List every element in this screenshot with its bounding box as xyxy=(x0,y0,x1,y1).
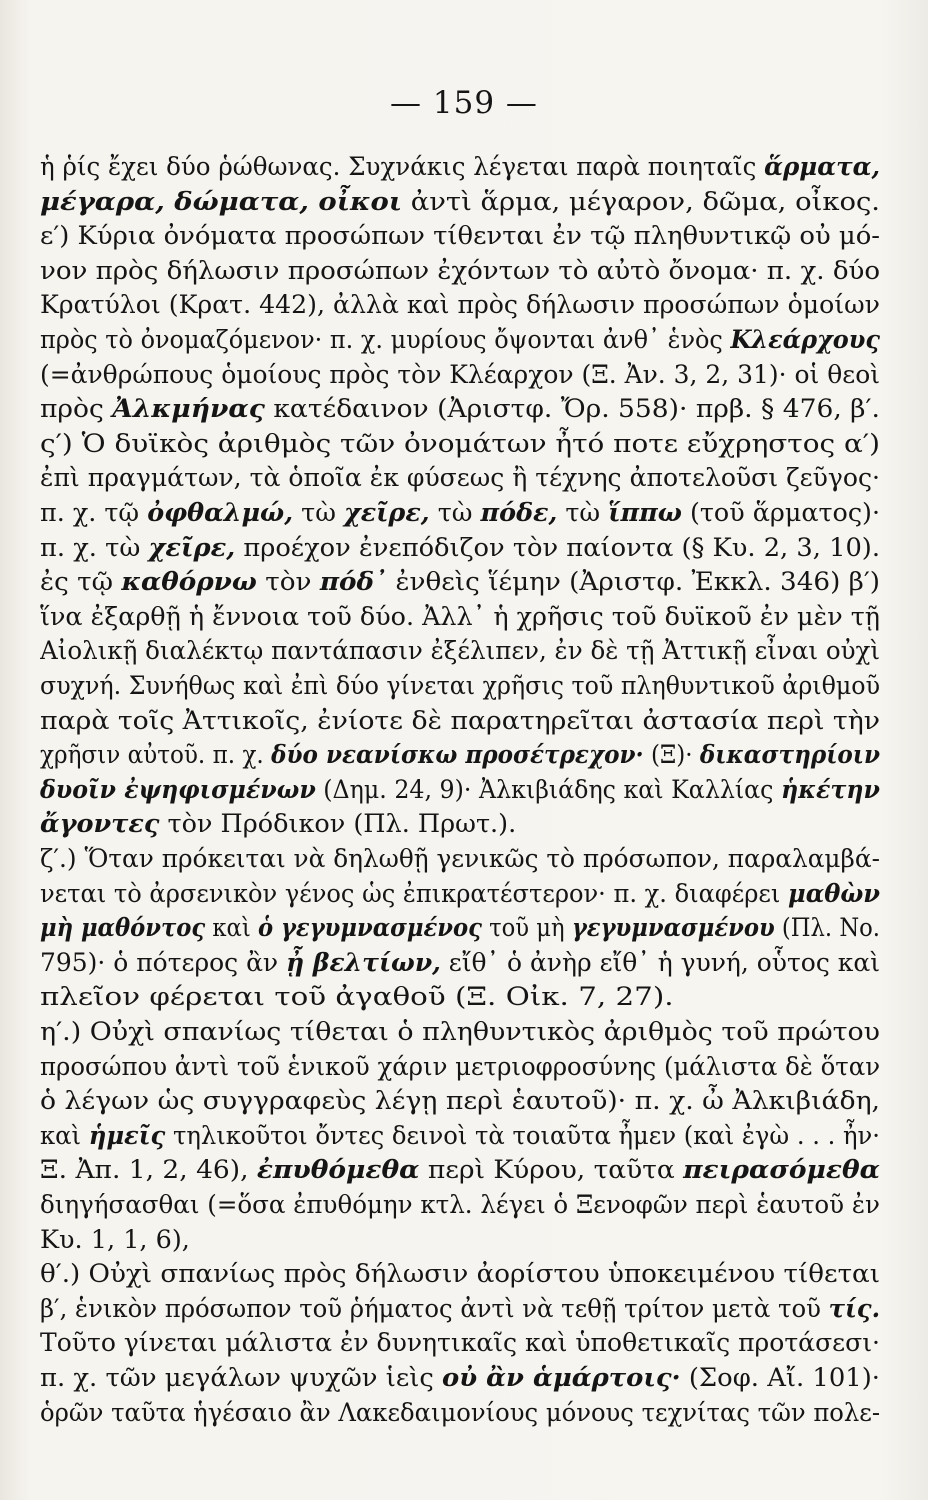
text-run: εἴθ᾿ ὁ ἀνὴρ εἴθ᾿ ἡ γυνή, οὗτος καὶ xyxy=(440,947,880,978)
emphasized-term: ἄγοντες xyxy=(40,809,160,840)
text-line xyxy=(40,392,880,426)
emphasized-term: ἵππω xyxy=(608,498,682,528)
text-line xyxy=(40,946,880,980)
text-run: ἐς τῷ xyxy=(40,567,122,598)
text-run: (Δημ. 24, 9)· Ἀλκιβιάδης καὶ Καλλίας xyxy=(315,774,781,805)
text-run: καὶ xyxy=(40,1120,89,1151)
text-run: η′.) Οὐχὶ σπανίως τίθεται ὁ πληθυντικὸς ἀριθμὸς τοῦ πρώτου xyxy=(40,1017,880,1047)
text-run: πλεῖον φέρεται τοῦ ἀγαθοῦ (Ξ. Οἰκ. 7, 27). xyxy=(40,982,674,1013)
text-line xyxy=(40,1396,880,1430)
text-run: (τοῦ ἅρματος)· xyxy=(681,498,880,528)
text-run: ἐνθεὶς ἵέμην (Ἀριστφ. Ἐκκλ. 346) β′) xyxy=(387,567,880,598)
text-run: πρὸς τὸ ὀνομαζόμενον· π. χ. μυρίους ὄψονται ἀνθ᾿ ἑνὸς xyxy=(40,325,731,355)
text-run: Ξ. Ἀπ. 1, 2, 46), xyxy=(40,1155,257,1186)
text-line xyxy=(40,911,880,945)
text-run: τὼ xyxy=(557,498,609,528)
text-line xyxy=(40,634,880,668)
emphasized-term: δικαστηρίοιν xyxy=(699,740,880,771)
text-line xyxy=(40,1292,880,1326)
text-line xyxy=(40,254,880,288)
text-run: β′, ἑνικὸν πρόσωπον τοῦ ῥήματος ἀντὶ νὰ τεθῇ τρίτον μετὰ τοῦ xyxy=(40,1293,829,1324)
text-run: παρὰ τοῖς Ἀττικοῖς, ἐνίοτε δὲ παρατηρεῖται ἀστασία περὶ τὴν xyxy=(40,705,880,736)
text-run: Αἰολικῇ διαλέκτῳ παντάπασιν ἐξέλιπεν, ἐν δὲ τῇ Ἀττικῇ εἶναι οὐχὶ xyxy=(40,636,880,667)
text-line xyxy=(40,1084,880,1118)
text-run: (Πλ. Νο. xyxy=(774,913,880,944)
text-run: ὁ λέγων ὡς συγγραφεὺς λέγῃ περὶ ἑαυτοῦ)· π. χ. ὦ Ἀλκιβιάδη, xyxy=(40,1086,880,1117)
emphasized-term: Κλεάρχους xyxy=(730,325,880,355)
text-line xyxy=(40,1257,880,1291)
emphasized-term: χεῖρε, xyxy=(343,498,430,528)
text-run: προσώπου ἀντὶ τοῦ ἑνικοῦ χάριν μετριοφροσύνης (μάλιστα δὲ ὅταν xyxy=(40,1051,880,1082)
text-run: Τοῦτο γίνεται μάλιστα ἐν δυνητικαῖς καὶ ὑποθετικαῖς προτάσεσι· xyxy=(40,1328,880,1359)
text-run: τὸν Πρόδικον (Πλ. Πρωτ.). xyxy=(159,809,517,840)
text-line xyxy=(40,358,880,392)
emphasized-term: οὐ ἂν ἁμάρτοις· xyxy=(442,1363,681,1393)
emphasized-term: πόδ᾿ xyxy=(319,567,388,598)
text-run: περὶ Κύρου, ταῦτα xyxy=(419,1155,684,1186)
text-line xyxy=(40,1326,880,1360)
text-line xyxy=(40,461,880,495)
text-line xyxy=(40,565,880,599)
emphasized-term: ᾖ βελτίων, xyxy=(286,947,441,978)
emphasized-term: καθόρνω xyxy=(121,567,257,598)
text-run: ὁρῶν ταῦτα ἡγέσαιο ἂν Λακεδαιμονίους μόνους τεχνίτας τῶν πολε- xyxy=(40,1397,880,1428)
emphasized-term: ὀφθαλμώ, xyxy=(147,498,294,528)
emphasized-term: ἡμεῖς xyxy=(88,1120,166,1151)
page-number: — 159 — xyxy=(390,85,538,121)
text-run: ε′) Κύρια ὀνόματα προσώπων τίθενται ἐν τῷ πληθυντικῷ οὐ μό- xyxy=(40,221,880,252)
text-run: θ′.) Οὐχὶ σπανίως πρὸς δήλωσιν ἀορίστου ὑποκειμένου τίθεται xyxy=(40,1259,880,1290)
text-run: τὼ xyxy=(429,498,481,528)
text-run: π. χ. τὼ xyxy=(40,532,149,563)
text-run: (=ἀνθρώπους ὁμοίους πρὸς τὸν Κλέαρχον (Ξ. Ἀν. 3, 2, 31)· οἱ θεοὶ xyxy=(40,359,880,390)
emphasized-term: χεῖρε, xyxy=(148,532,236,563)
text-run: Κρατύλοι (Κρατ. 442), ἀλλὰ καὶ πρὸς δήλωσιν προσώπων ὁμοίων xyxy=(40,290,880,321)
text-line xyxy=(40,807,880,841)
emphasized-term: μαθὼν xyxy=(788,878,880,909)
emphasized-term: Ἀλκμήνας xyxy=(112,394,265,425)
emphasized-term: ἅρματα, xyxy=(764,152,880,182)
emphasized-term: ἐπυθόμεθα xyxy=(256,1155,420,1186)
text-run: ἡ ῥίς ἔχει δύο ῥώθωνας. Συχνάκις λέγεται παρὰ ποιηταῖς xyxy=(40,152,765,182)
text-line xyxy=(40,150,880,184)
emphasized-term: μέγαρα, δώματα, οἶκοι xyxy=(40,186,403,217)
text-line xyxy=(40,1153,880,1187)
text-line xyxy=(40,980,880,1014)
text-line xyxy=(40,842,880,876)
text-line xyxy=(40,427,880,461)
text-run: τὼ xyxy=(293,498,344,528)
text-line xyxy=(40,219,880,253)
text-line xyxy=(40,1015,880,1049)
text-run: π. χ. τῷ xyxy=(40,498,148,528)
text-run: τοῦ μὴ xyxy=(481,913,572,944)
text-line xyxy=(40,1050,880,1084)
text-line xyxy=(40,323,880,357)
text-run: πρὸς xyxy=(40,394,113,425)
text-line xyxy=(40,1119,880,1153)
text-line xyxy=(40,1361,880,1395)
emphasized-term: τίς. xyxy=(828,1293,880,1324)
text-line xyxy=(40,531,880,565)
text-line xyxy=(40,738,880,772)
emphasized-term: ἡκέτην xyxy=(780,774,880,805)
emphasized-term: πόδε, xyxy=(480,498,558,528)
text-run: καὶ xyxy=(205,913,258,944)
text-run: διηγήσασθαι (=ὅσα ἐπυθόμην κτλ. λέγει ὁ Ξενοφῶν περὶ ἑαυτοῦ ἐν xyxy=(40,1190,880,1220)
text-run: τηλικοῦτοι ὄντες δεινοὶ τὰ τοιαῦτα ἦμεν (καὶ ἐγὼ . . . ἦν· xyxy=(165,1120,880,1151)
emphasized-term: ὁ γεγυμνασμένος xyxy=(257,913,482,944)
text-line xyxy=(40,288,880,322)
text-line xyxy=(40,669,880,703)
emphasized-term: δύο νεανίσκω προσέτρεχον· xyxy=(271,740,644,771)
text-run: νον πρὸς δήλωσιν προσώπων ἐχόντων τὸ αὐτὸ ὄνομα· π. χ. δύο xyxy=(40,255,880,286)
text-line xyxy=(40,877,880,911)
text-run: κατέδαινον (Ἀριστφ. Ὄρ. 558)· πρβ. § 476, β′. xyxy=(264,394,880,425)
text-run: π. χ. τῶν μεγάλων ψυχῶν ἱεὶς xyxy=(40,1363,443,1393)
text-run: 795)· ὁ πότερος ἂν xyxy=(40,947,287,978)
text-run: ἀντὶ ἅρμα, μέγαρον, δῶμα, οἶκος. xyxy=(402,186,880,217)
text-run: προέχον ἐνεπόδιζον τὸν παίοντα (§ Κυ. 2, 3, 10). xyxy=(235,532,880,563)
text-run: (Σοφ. Αἴ. 101)· xyxy=(680,1363,880,1393)
text-run: τὸν xyxy=(256,567,320,598)
text-run: νεται τὸ ἀρσενικὸν γένος ὡς ἐπικρατέστερον· π. χ. διαφέρει xyxy=(40,878,789,909)
emphasized-term: δυοῖν ἐψηφισμένων xyxy=(40,774,316,805)
text-line xyxy=(40,185,880,219)
text-run: χρῆσιν αὐτοῦ. π. χ. xyxy=(40,740,272,771)
text-run: ς′) Ὁ δυϊκὸς ἀριθμὸς τῶν ὀνομάτων ἦτό ποτε εὔχρηστος α′) xyxy=(40,428,880,459)
text-run: (Ξ)· xyxy=(643,740,700,771)
text-run: ζ′.) Ὅταν πρόκειται νὰ δηλωθῇ γενικῶς τὸ πρόσωπον, παραλαμβά- xyxy=(40,844,880,874)
text-line xyxy=(40,773,880,807)
text-run: ἐπὶ πραγμάτων, τὰ ὁποῖα ἐκ φύσεως ἢ τέχνης ἀποτελοῦσι ζεῦγος· xyxy=(40,463,880,494)
text-line xyxy=(40,496,880,530)
emphasized-term: πειρασόμεθα xyxy=(683,1155,880,1186)
text-line xyxy=(40,1223,880,1257)
text-line xyxy=(40,600,880,634)
emphasized-term: μὴ μαθόντος xyxy=(40,913,206,944)
text-run: Κυ. 1, 1, 6), xyxy=(40,1224,190,1255)
emphasized-term: γεγυμνασμένου xyxy=(571,913,775,944)
text-run: συχνή. Συνήθως καὶ ἐπὶ δύο γίνεται χρῆσις τοῦ πληθυντικοῦ ἀριθμοῦ xyxy=(40,671,880,701)
text-line xyxy=(40,1188,880,1222)
text-run: ἵνα ἐξαρθῇ ἡ ἔννοια τοῦ δύο. Ἀλλ᾿ ἡ χρῆσις τοῦ δυϊκοῦ ἐν μὲν τῇ xyxy=(40,601,880,632)
text-line xyxy=(40,704,880,738)
